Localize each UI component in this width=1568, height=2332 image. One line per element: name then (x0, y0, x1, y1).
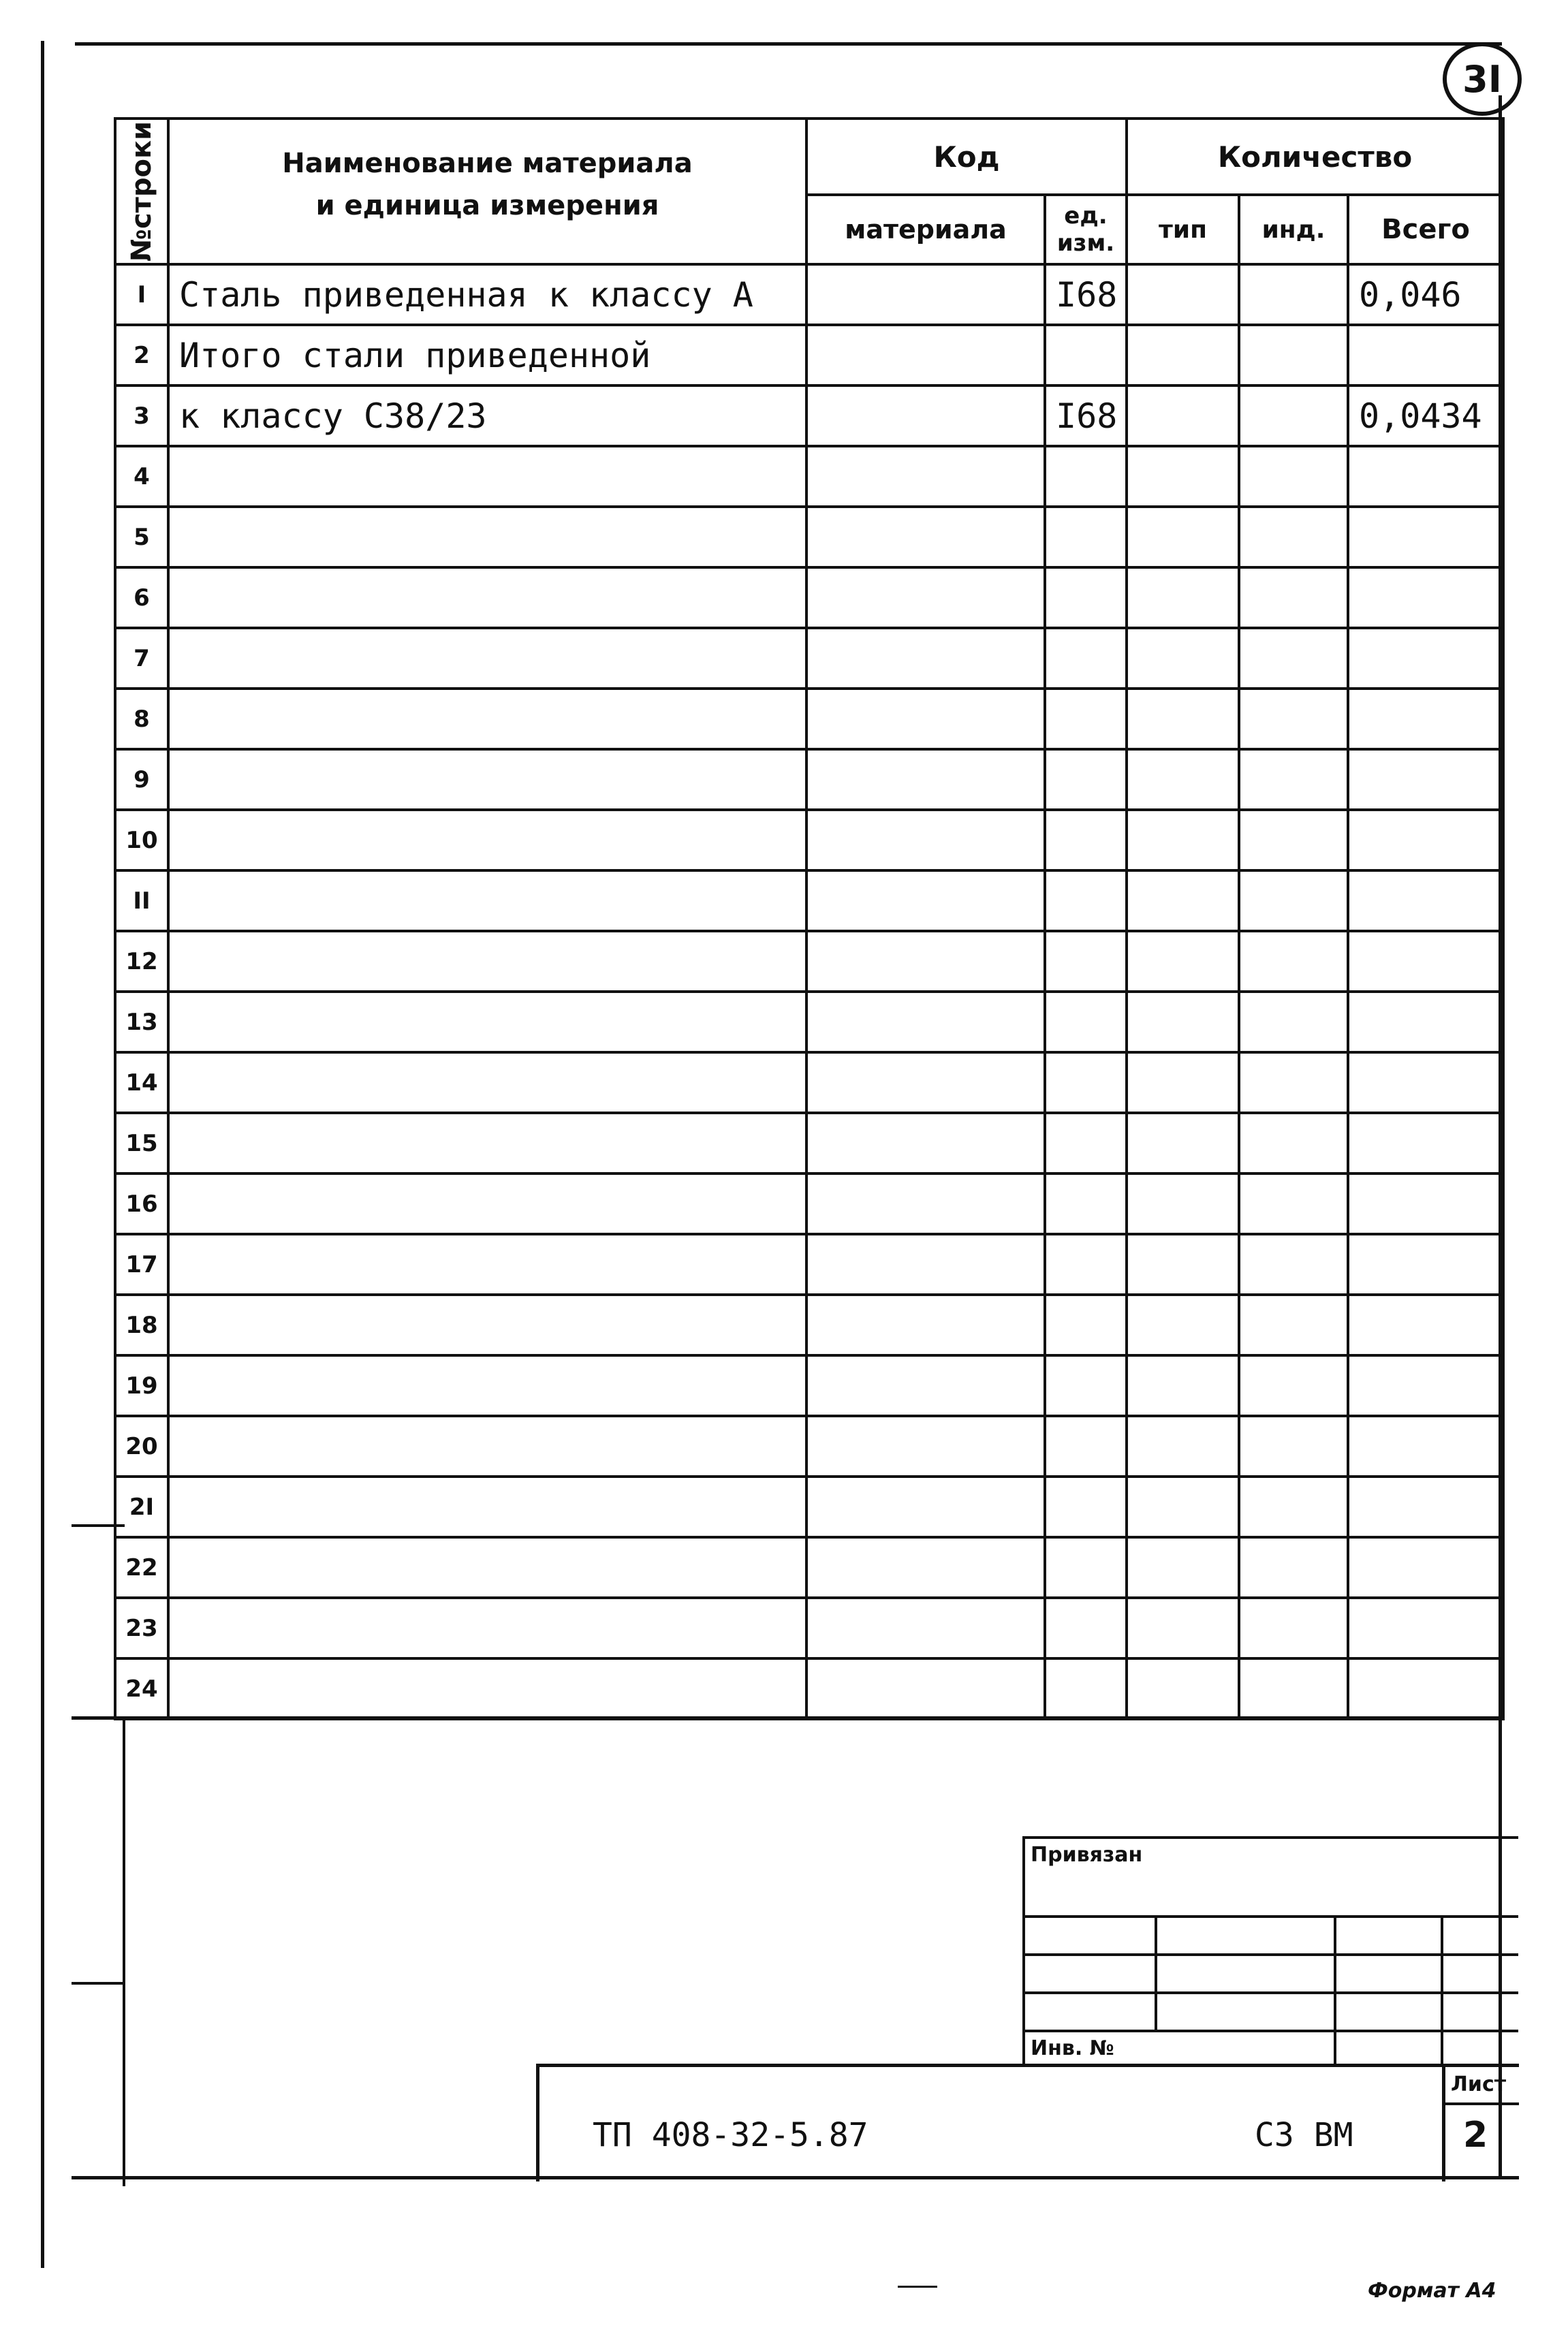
cell-total (1348, 1416, 1503, 1477)
cell-type (1127, 1658, 1239, 1719)
cell-total (1348, 931, 1503, 992)
cell-type (1127, 992, 1239, 1052)
cell-ind (1239, 385, 1348, 446)
cell-type (1127, 446, 1239, 507)
cell-unit (1045, 628, 1127, 689)
cell-material (806, 810, 1045, 870)
cell-material (806, 264, 1045, 325)
cell-name (168, 749, 806, 810)
cell-name (168, 992, 806, 1052)
cell-type (1127, 931, 1239, 992)
cell-material (806, 507, 1045, 567)
cell-total (1348, 1295, 1503, 1355)
cell-total (1348, 628, 1503, 689)
cell-num: 19 (115, 1355, 168, 1416)
cell-name (168, 931, 806, 992)
cell-total: 0,046 (1348, 264, 1503, 325)
cell-material (806, 628, 1045, 689)
page-number-badge (1443, 42, 1522, 116)
cell-num: 24 (115, 1658, 168, 1719)
cell-total (1348, 1658, 1503, 1719)
table-row (115, 810, 1503, 870)
cell-name (168, 446, 806, 507)
unit-header-line2: изм. (1056, 230, 1115, 257)
rownum-header-text: №строки (126, 121, 157, 262)
cell-num: 13 (115, 992, 168, 1052)
cell-name (168, 1537, 806, 1598)
cell-type (1127, 1113, 1239, 1173)
cell-name (168, 567, 806, 628)
cell-num: 12 (115, 931, 168, 992)
cell-unit (1045, 810, 1127, 870)
col-name-header (168, 119, 806, 264)
cell-type (1127, 1477, 1239, 1537)
cell-unit (1045, 1113, 1127, 1173)
cell-num: 23 (115, 1598, 168, 1658)
cell-ind (1239, 1658, 1348, 1719)
cell-type (1127, 264, 1239, 325)
cell-total (1348, 567, 1503, 628)
table-row (115, 749, 1503, 810)
cell-num: 9 (115, 749, 168, 810)
footer-dash (898, 2286, 937, 2288)
cell-ind (1239, 1295, 1348, 1355)
spec-table-body (115, 264, 1503, 1719)
table-row (115, 992, 1503, 1052)
sheet-label: Лист (1451, 2073, 1507, 2096)
cell-ind (1239, 507, 1348, 567)
cell-ind (1239, 264, 1348, 325)
cell-total (1348, 1537, 1503, 1598)
cell-ind (1239, 1355, 1348, 1416)
cell-ind (1239, 325, 1348, 385)
cell-unit: I68 (1045, 385, 1127, 446)
stamp-v1 (1155, 1915, 1157, 2032)
cell-unit (1045, 325, 1127, 385)
cell-material (806, 1052, 1045, 1113)
frame-left-edge (41, 41, 44, 2268)
inventory-number-label: Инв. № (1031, 2036, 1114, 2060)
cell-material (806, 1598, 1045, 1658)
cell-name (168, 1295, 806, 1355)
cell-type (1127, 567, 1239, 628)
table-row (115, 1416, 1503, 1477)
cell-num: 17 (115, 1234, 168, 1295)
cell-unit (1045, 1052, 1127, 1113)
col-code-header: Код (806, 119, 1127, 195)
cell-num: 16 (115, 1173, 168, 1234)
table-row (115, 385, 1503, 446)
cell-type (1127, 870, 1239, 931)
cell-unit (1045, 1477, 1127, 1537)
cell-type (1127, 1052, 1239, 1113)
cell-num: 3 (115, 385, 168, 446)
cell-unit (1045, 1537, 1127, 1598)
cell-ind (1239, 689, 1348, 749)
unit-header-line1: ед. (1064, 202, 1108, 230)
cell-unit (1045, 1658, 1127, 1719)
cell-type (1127, 1537, 1239, 1598)
cell-name (168, 507, 806, 567)
cell-material (806, 325, 1045, 385)
table-row (115, 446, 1503, 507)
cell-material (806, 446, 1045, 507)
cell-ind (1239, 1113, 1348, 1173)
cell-unit (1045, 870, 1127, 931)
cell-unit (1045, 689, 1127, 749)
cell-name (168, 1173, 806, 1234)
cell-num: 2I (115, 1477, 168, 1537)
cell-total (1348, 810, 1503, 870)
cell-unit (1045, 567, 1127, 628)
frame-top-line (75, 42, 1502, 46)
stamp-v3 (1441, 1915, 1443, 2064)
col-code-unit-header (1045, 195, 1127, 264)
cell-ind (1239, 992, 1348, 1052)
cell-num: 2 (115, 325, 168, 385)
table-row (115, 931, 1503, 992)
cell-total (1348, 1234, 1503, 1295)
cell-material (806, 1477, 1045, 1537)
cell-name (168, 870, 806, 931)
table-row (115, 567, 1503, 628)
cell-name (168, 1234, 806, 1295)
cell-ind (1239, 1477, 1348, 1537)
cell-num: 22 (115, 1537, 168, 1598)
cell-total: 0,0434 (1348, 385, 1503, 446)
cell-ind (1239, 446, 1348, 507)
cell-material (806, 749, 1045, 810)
stamp-h4 (1025, 2030, 1518, 2032)
cell-total (1348, 992, 1503, 1052)
col-qty-type-header: тип (1127, 195, 1239, 264)
cell-type (1127, 1598, 1239, 1658)
cell-material (806, 689, 1045, 749)
cell-total (1348, 689, 1503, 749)
cell-type (1127, 1295, 1239, 1355)
cell-total (1348, 870, 1503, 931)
table-row (115, 628, 1503, 689)
stamp-grid (1022, 1836, 1518, 2064)
cell-name (168, 1113, 806, 1173)
cell-type (1127, 628, 1239, 689)
cell-unit (1045, 446, 1127, 507)
cell-ind (1239, 810, 1348, 870)
cell-type (1127, 507, 1239, 567)
cell-ind (1239, 931, 1348, 992)
cell-name (168, 1052, 806, 1113)
cell-material (806, 567, 1045, 628)
cell-unit (1045, 992, 1127, 1052)
cell-num: 5 (115, 507, 168, 567)
cell-ind (1239, 1416, 1348, 1477)
cell-material (806, 931, 1045, 992)
cell-name (168, 1658, 806, 1719)
cell-material (806, 870, 1045, 931)
cell-type (1127, 1416, 1239, 1477)
table-row (115, 1537, 1503, 1598)
cell-material (806, 1295, 1045, 1355)
cell-type (1127, 385, 1239, 446)
cell-total (1348, 749, 1503, 810)
document-code: ТП 408-32-5.87 (593, 2116, 868, 2154)
cell-unit (1045, 1173, 1127, 1234)
cell-name (168, 628, 806, 689)
cell-name (168, 1355, 806, 1416)
page-number: 3I (1462, 57, 1502, 101)
cell-ind (1239, 1598, 1348, 1658)
cell-name (168, 810, 806, 870)
col-quantity-header: Количество (1127, 119, 1503, 195)
cell-name: к классу С38/23 (168, 385, 806, 446)
linked-label: Привязан (1031, 1843, 1143, 1867)
sheet-cell-rule (1442, 2102, 1519, 2105)
cell-num: 8 (115, 689, 168, 749)
sheet-cell-divider (1442, 2067, 1445, 2181)
cell-type (1127, 749, 1239, 810)
cell-total (1348, 1173, 1503, 1234)
cell-unit (1045, 1234, 1127, 1295)
cell-ind (1239, 1052, 1348, 1113)
frame-inner-left (123, 1716, 125, 2186)
table-row (115, 1173, 1503, 1234)
table-row (115, 1355, 1503, 1416)
cell-total (1348, 1113, 1503, 1173)
cell-num: 6 (115, 567, 168, 628)
cell-total (1348, 1477, 1503, 1537)
cell-material (806, 385, 1045, 446)
cell-type (1127, 325, 1239, 385)
cell-name: Сталь приведенная к классу А (168, 264, 806, 325)
table-row (115, 689, 1503, 749)
cell-unit (1045, 749, 1127, 810)
table-row (115, 1052, 1503, 1113)
cell-name (168, 1477, 806, 1537)
cell-material (806, 992, 1045, 1052)
cell-unit: I68 (1045, 264, 1127, 325)
cell-num: 18 (115, 1295, 168, 1355)
cell-name (168, 689, 806, 749)
cell-material (806, 1537, 1045, 1598)
cell-type (1127, 810, 1239, 870)
cell-total (1348, 325, 1503, 385)
table-row (115, 1658, 1503, 1719)
table-row (115, 1295, 1503, 1355)
cell-ind (1239, 1173, 1348, 1234)
cell-material (806, 1113, 1045, 1173)
title-block (536, 2064, 1519, 2181)
cell-num: 4 (115, 446, 168, 507)
cell-num: 7 (115, 628, 168, 689)
cell-total (1348, 1052, 1503, 1113)
table-row (115, 507, 1503, 567)
table-row (115, 1234, 1503, 1295)
cell-type (1127, 689, 1239, 749)
paper-format: Формат А4 (1368, 2279, 1496, 2303)
section-code: СЗ ВМ (1255, 2116, 1353, 2154)
stamp-h2 (1025, 1953, 1518, 1956)
stamp-h3 (1025, 1991, 1518, 1994)
cell-material (806, 1234, 1045, 1295)
stamp-v2 (1334, 1915, 1336, 2064)
cell-unit (1045, 1295, 1127, 1355)
table-row (115, 870, 1503, 931)
cell-unit (1045, 931, 1127, 992)
cell-name: Итого стали приведенной (168, 325, 806, 385)
margin-tick-2 (72, 1982, 125, 1985)
cell-material (806, 1173, 1045, 1234)
col-qty-ind-header: инд. (1239, 195, 1348, 264)
cell-num: II (115, 870, 168, 931)
cell-unit (1045, 1355, 1127, 1416)
cell-material (806, 1658, 1045, 1719)
cell-unit (1045, 1416, 1127, 1477)
cell-unit (1045, 507, 1127, 567)
cell-ind (1239, 628, 1348, 689)
cell-name (168, 1416, 806, 1477)
cell-ind (1239, 749, 1348, 810)
name-header-line2: и единица измерения (315, 190, 659, 221)
material-spec-table (114, 117, 1505, 1720)
cell-unit (1045, 1598, 1127, 1658)
cell-num: 10 (115, 810, 168, 870)
cell-ind (1239, 567, 1348, 628)
cell-num: 20 (115, 1416, 168, 1477)
cell-num: I (115, 264, 168, 325)
cell-ind (1239, 1537, 1348, 1598)
sheet-number: 2 (1463, 2115, 1488, 2156)
cell-ind (1239, 870, 1348, 931)
cell-name (168, 1598, 806, 1658)
cell-type (1127, 1173, 1239, 1234)
col-rownum-header (115, 119, 168, 264)
table-row (115, 1113, 1503, 1173)
cell-num: 14 (115, 1052, 168, 1113)
cell-num: 15 (115, 1113, 168, 1173)
stamp-h1 (1025, 1915, 1518, 1918)
table-row (115, 264, 1503, 325)
name-header-line1: Наименование материала (282, 148, 693, 179)
col-qty-total-header: Всего (1348, 195, 1503, 264)
cell-total (1348, 1355, 1503, 1416)
cell-type (1127, 1355, 1239, 1416)
cell-total (1348, 507, 1503, 567)
cell-total (1348, 1598, 1503, 1658)
cell-type (1127, 1234, 1239, 1295)
table-row (115, 1598, 1503, 1658)
cell-material (806, 1416, 1045, 1477)
cell-total (1348, 446, 1503, 507)
cell-ind (1239, 1234, 1348, 1295)
cell-material (806, 1355, 1045, 1416)
col-code-material-header: материала (806, 195, 1045, 264)
table-row (115, 325, 1503, 385)
table-row (115, 1477, 1503, 1537)
